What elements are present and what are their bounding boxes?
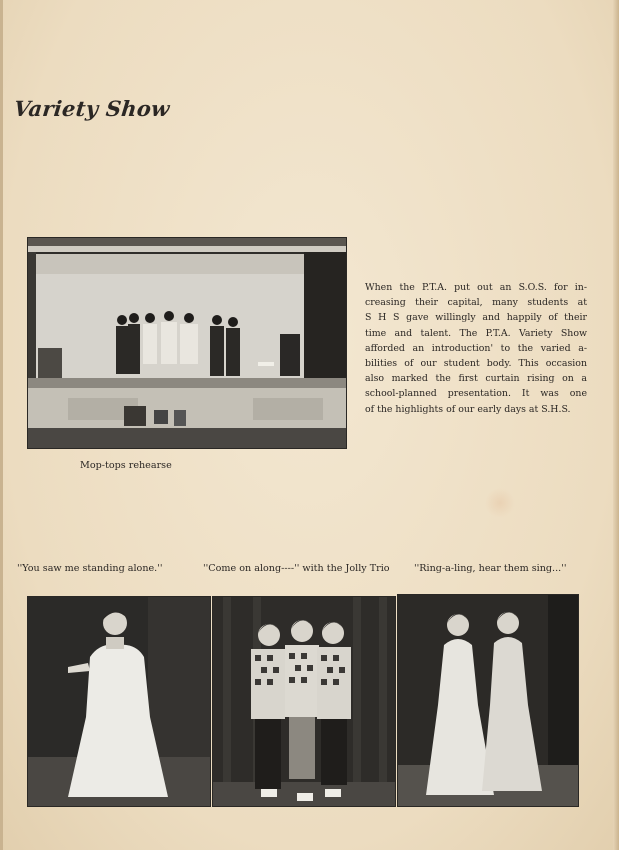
page-title: Variety Show (12, 96, 172, 121)
soloist-photo (28, 597, 210, 806)
trio-caption: ''Come on along----'' with the Jolly Trio (203, 563, 390, 574)
stage-rehearsal-photo (28, 238, 346, 448)
story-line: of the highlights of our early days at S.H.S. (365, 403, 571, 415)
story-line: S H S gave willingly and happily of their (365, 312, 587, 324)
page-right-edge (613, 0, 619, 850)
story-line: time and talent. The P.T.A. Variety Show (365, 327, 587, 339)
story-line: When the P.T.A. put out an S.O.S. for in- (365, 282, 587, 293)
story-paragraph (365, 280, 587, 417)
story-line: afforded an introduction' to the varied a- (365, 342, 587, 354)
duo-singers-photo (398, 595, 578, 806)
stage-photo-caption: Mop-tops rehearse (80, 460, 172, 471)
jolly-trio-photo (213, 597, 395, 806)
duo-caption: ''Ring-a-ling, hear them sing...'' (414, 563, 567, 574)
page-left-edge (0, 0, 3, 850)
solo-caption: ''You saw me standing alone.'' (17, 563, 163, 574)
story-line: bilities of our student body. This occasion (365, 358, 587, 370)
story-line: creasing their capital, many students at (365, 297, 587, 309)
paper-stain (485, 488, 515, 518)
story-line: school-planned presentation. It was one (365, 388, 587, 400)
story-line: also marked the first curtain rising on a (365, 373, 587, 385)
